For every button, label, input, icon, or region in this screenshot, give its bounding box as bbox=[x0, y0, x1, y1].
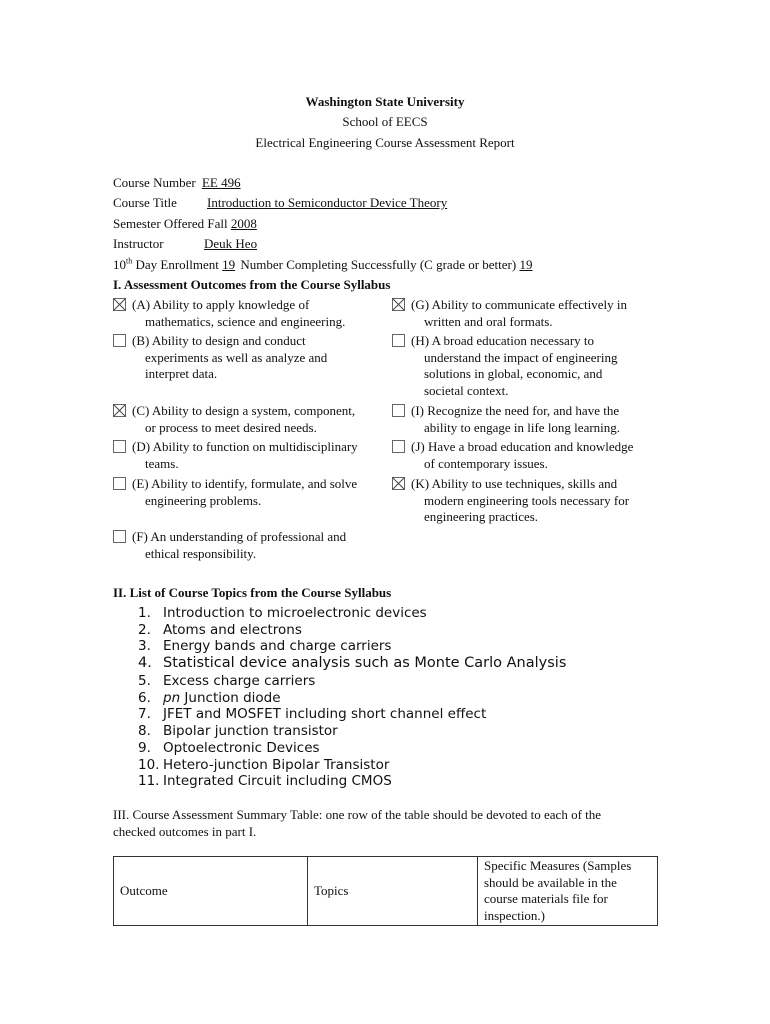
school-name: School of EECS bbox=[342, 114, 428, 129]
outcome-line: engineering problems. bbox=[145, 492, 262, 508]
list-item bbox=[138, 605, 566, 622]
outcome-h-checkbox[interactable] bbox=[392, 334, 405, 347]
topic-italic-text: pn bbox=[163, 689, 181, 706]
course-number-value: EE 496 bbox=[201, 175, 241, 190]
measures-line: inspection.) bbox=[484, 907, 546, 923]
enrollment-label: Day Enrollment bbox=[132, 257, 219, 272]
outcome-line: (F) An understanding of professional and bbox=[132, 529, 347, 544]
topic-text: Energy bands and charge carriers bbox=[163, 638, 392, 655]
outcome-c-text bbox=[132, 403, 355, 436]
outcome-line: experiments as well as analyze and bbox=[145, 349, 328, 365]
outcome-k-checkbox[interactable] bbox=[392, 477, 405, 490]
list-item bbox=[138, 723, 566, 740]
course-number-row bbox=[113, 175, 241, 191]
topic-text: Junction diode bbox=[180, 689, 281, 706]
assessment-summary-table bbox=[113, 856, 658, 926]
section3-intro-line2: checked outcomes in part I. bbox=[113, 824, 257, 839]
header-specific-measures bbox=[478, 857, 658, 926]
topic-text: Integrated Circuit including CMOS bbox=[163, 773, 392, 790]
outcome-line: or process to meet desired needs. bbox=[145, 419, 317, 435]
list-item bbox=[138, 638, 566, 655]
outcome-i-text bbox=[411, 403, 620, 436]
outcome-line: of contemporary issues. bbox=[424, 455, 548, 471]
outcome-line: understand the impact of engineering bbox=[424, 349, 618, 365]
section1-heading: I. Assessment Outcomes from the Course Syllabus bbox=[113, 277, 391, 292]
outcome-line: ethical responsibility. bbox=[145, 545, 257, 561]
topic-text: Bipolar junction transistor bbox=[163, 723, 338, 740]
course-number-label: Course Number bbox=[113, 175, 196, 190]
topics-list bbox=[138, 605, 566, 790]
measures-line: Specific Measures (Samples bbox=[484, 858, 632, 873]
outcome-i-checkbox[interactable] bbox=[392, 404, 405, 417]
outcome-line: teams. bbox=[145, 455, 179, 471]
semester-label: Semester Offered Fall bbox=[113, 216, 228, 231]
outcome-g-text bbox=[411, 297, 627, 330]
enrollment-row bbox=[113, 257, 532, 273]
list-item bbox=[138, 655, 566, 673]
topic-number: 5. bbox=[138, 673, 151, 690]
semester-value: 2008 bbox=[230, 216, 257, 231]
topic-number: 9. bbox=[138, 739, 151, 756]
header-outcome: Outcome bbox=[114, 857, 308, 926]
list-item bbox=[138, 757, 566, 774]
outcome-a-text bbox=[132, 297, 345, 330]
topic-number: 2. bbox=[138, 621, 151, 638]
topic-text: Excess charge carriers bbox=[163, 673, 316, 690]
list-item bbox=[138, 673, 566, 690]
outcome-line: (G) Ability to communicate effectively in bbox=[411, 297, 628, 312]
topic-text: Statistical device analysis such as Monte Carlo Analysis bbox=[163, 655, 567, 672]
outcome-e-checkbox[interactable] bbox=[113, 477, 126, 490]
outcome-j-text bbox=[411, 439, 633, 472]
outcome-line: (A) Ability to apply knowledge of bbox=[132, 297, 310, 312]
outcome-line: (H) A broad education necessary to bbox=[411, 333, 595, 348]
outcome-line: (I) Recognize the need for, and have the bbox=[411, 403, 620, 418]
outcome-f-text bbox=[132, 529, 346, 562]
list-item bbox=[138, 690, 566, 707]
outcome-line: solutions in global, economic, and bbox=[424, 366, 603, 381]
instructor-label: Instructor bbox=[113, 236, 164, 251]
topic-text: Atoms and electrons bbox=[163, 621, 302, 638]
outcome-line: (B) Ability to design and conduct bbox=[132, 333, 306, 348]
measures-line: should be available in the bbox=[484, 874, 617, 890]
outcome-g-checkbox[interactable] bbox=[392, 298, 405, 311]
outcome-line: interpret data. bbox=[145, 366, 218, 381]
topic-text: Introduction to microelectronic devices bbox=[163, 605, 427, 621]
outcome-line: (C) Ability to design a system, component, bbox=[132, 403, 356, 418]
outcome-f-checkbox[interactable] bbox=[113, 530, 126, 543]
enrollment-value: 19 bbox=[222, 257, 236, 272]
topic-number: 6. bbox=[138, 689, 151, 706]
outcome-line: (J) Have a broad education and knowledge bbox=[411, 439, 634, 454]
topic-number: 10. bbox=[138, 756, 160, 773]
course-title-row bbox=[113, 195, 447, 211]
topic-number: 11. bbox=[138, 773, 160, 790]
instructor-value: Deuk Heo bbox=[204, 236, 258, 251]
header-topics: Topics bbox=[308, 857, 478, 926]
section3-intro-line1: III. Course Assessment Summary Table: one row of the table should be devoted to each of the bbox=[113, 807, 602, 822]
outcome-a-checkbox[interactable] bbox=[113, 298, 126, 311]
list-item bbox=[138, 706, 566, 723]
outcome-h-text bbox=[411, 333, 618, 399]
report-title: Electrical Engineering Course Assessment Report bbox=[255, 135, 515, 150]
outcome-line: (D) Ability to function on multidisciplinary bbox=[132, 439, 358, 454]
list-item bbox=[138, 622, 566, 639]
measures-line: course materials file for bbox=[484, 891, 608, 906]
outcome-d-checkbox[interactable] bbox=[113, 440, 126, 453]
outcome-line: engineering practices. bbox=[424, 509, 539, 524]
outcome-line: ability to engage in life long learning. bbox=[424, 419, 621, 435]
topic-number: 1. bbox=[138, 605, 151, 621]
outcome-line: (K) Ability to use techniques, skills and bbox=[411, 476, 618, 491]
outcome-k-text bbox=[411, 476, 629, 526]
enrollment-day-number: 10 bbox=[113, 257, 126, 272]
outcome-d-text bbox=[132, 439, 358, 472]
outcome-line: societal context. bbox=[424, 382, 509, 398]
topic-number: 3. bbox=[138, 638, 151, 655]
outcome-b-checkbox[interactable] bbox=[113, 334, 126, 347]
completing-label: Number Completing Successfully (C grade or better) bbox=[240, 257, 517, 272]
outcome-j-checkbox[interactable] bbox=[392, 440, 405, 453]
course-title-label: Course Title bbox=[113, 195, 177, 210]
list-item bbox=[138, 740, 566, 757]
semester-row bbox=[113, 216, 257, 232]
section2-heading: II. List of Course Topics from the Course Syllabus bbox=[113, 585, 392, 600]
list-item bbox=[138, 773, 566, 790]
enrollment-day-suffix: th bbox=[126, 256, 133, 266]
university-name: Washington State University bbox=[305, 94, 465, 109]
topic-number: 8. bbox=[138, 723, 151, 740]
outcome-line: modern engineering tools necessary for bbox=[424, 492, 630, 508]
instructor-row bbox=[113, 236, 257, 252]
outcome-line: mathematics, science and engineering. bbox=[145, 313, 346, 329]
completing-value: 19 bbox=[519, 257, 533, 272]
outcome-c-checkbox[interactable] bbox=[113, 404, 126, 417]
outcome-b-text bbox=[132, 333, 327, 383]
topic-text: Hetero-junction Bipolar Transistor bbox=[163, 756, 390, 773]
outcome-e-text bbox=[132, 476, 357, 509]
outcome-line: written and oral formats. bbox=[424, 313, 553, 329]
topic-number: 7. bbox=[138, 706, 151, 723]
course-title-value: Introduction to Semiconductor Device Theory bbox=[207, 195, 448, 210]
table-header-row bbox=[114, 857, 658, 926]
topic-text: JFET and MOSFET including short channel effect bbox=[163, 706, 487, 723]
outcome-line: (E) Ability to identify, formulate, and solve bbox=[132, 476, 358, 491]
topic-number: 4. bbox=[138, 655, 152, 672]
topic-text: Optoelectronic Devices bbox=[163, 739, 320, 756]
